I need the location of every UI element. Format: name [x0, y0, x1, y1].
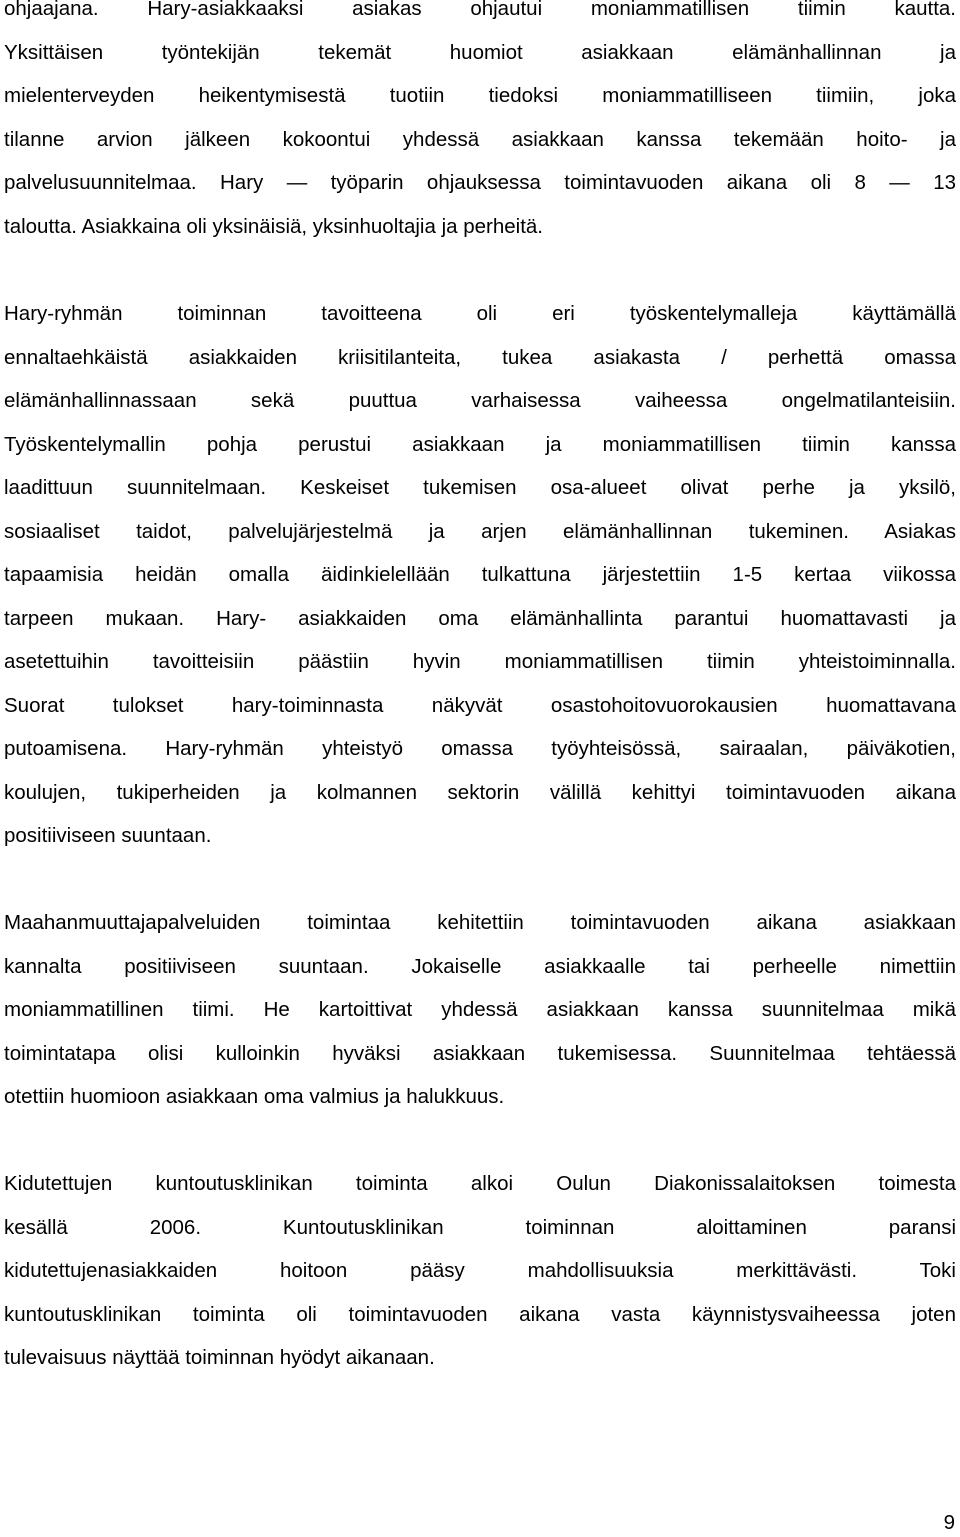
text-line: koulujen, tukiperheiden ja kolmannen sektorin välillä kehittyi toimintavuoden aikana — [4, 780, 956, 804]
text-line: taloutta. Asiakkaina oli yksinäisiä, yksinhuoltajia ja perheitä. — [4, 214, 543, 238]
text-line: kannalta positiiviseen suuntaan. Jokaiselle asiakkaalle tai perheelle nimettiin — [4, 954, 956, 978]
text-line: palvelusuunnitelmaa. Hary — työparin ohjauksessa toimintavuoden aikana oli 8 — 13 — [4, 171, 956, 194]
text-line: ennaltaehkäistä asiakkaiden kriisitilanteita, tukea asiakasta / perhettä omassa — [4, 345, 956, 369]
text-line: Kidutettujen kuntoutusklinikan toiminta alkoi Oulun Diakonissalaitoksen toimesta — [4, 1172, 956, 1195]
text-line: Työskentelymallin pohja perustui asiakkaan ja moniammatillisen tiimin kanssa — [4, 432, 956, 456]
text-line: otettiin huomioon asiakkaan oma valmius ja halukkuus. — [4, 1085, 505, 1108]
text-line: kesällä 2006. Kuntoutusklinikan toiminnan aloittaminen paransi — [4, 1215, 956, 1239]
paragraph-rehabilitation-clinic — [4, 1162, 956, 1380]
text-line: Hary-ryhmän toiminnan tavoitteena oli eri työskentelymalleja käyttämällä — [4, 302, 956, 325]
text-line: Yksittäisen työntekijän tekemät huomiot asiakkaan elämänhallinnan ja — [4, 40, 956, 64]
paragraph-hary-clients — [4, 0, 956, 248]
text-line: asetettuihin tavoitteisiin päästiin hyvin moniammatillisen tiimin yhteistoiminnalla. — [4, 650, 956, 673]
text-line: toimintatapa olisi kulloinkin hyväksi asiakkaan tukemisessa. Suunnitelmaa tehtäessä — [4, 1041, 956, 1065]
text-line: elämänhallinnassaan sekä puuttua varhaisessa vaiheessa ongelmatilanteisiin. — [4, 389, 956, 412]
text-line: Suorat tulokset hary-toiminnasta näkyvät osastohoitovuorokausien huomattavana — [4, 693, 956, 717]
text-line: Maahanmuuttajapalveluiden toimintaa kehitettiin toimintavuoden aikana asiakkaan — [4, 911, 956, 934]
text-line: kidutettujenasiakkaiden hoitoon pääsy mahdollisuuksia merkittävästi. Toki — [4, 1259, 956, 1282]
text-line: sosiaaliset taidot, palvelujärjestelmä ja arjen elämänhallinnan tukeminen. Asiakas — [4, 519, 956, 543]
text-line: positiiviseen suuntaan. — [4, 824, 212, 847]
text-line: tilanne arvion jälkeen kokoontui yhdessä asiakkaan kanssa tekemään hoito- ja — [4, 127, 956, 151]
text-line: mielenterveyden heikentymisestä tuotiin tiedoksi moniammatilliseen tiimiin, joka — [4, 84, 956, 107]
text-line: tulevaisuus näyttää toiminnan hyödyt aikanaan. — [4, 1346, 435, 1369]
paragraph-immigrant-services — [4, 901, 956, 1119]
text-line: laadittuun suunnitelmaan. Keskeiset tukemisen osa-alueet olivat perhe ja yksilö, — [4, 476, 956, 499]
text-line: tarpeen mukaan. Hary- asiakkaiden oma elämänhallinta parantui huomattavasti ja — [4, 606, 956, 630]
text-line: moniammatillinen tiimi. He kartoittivat yhdessä asiakkaan kanssa suunnitelmaa mikä — [4, 998, 956, 1021]
text-line: kuntoutusklinikan toiminta oli toimintavuoden aikana vasta käynnistysvaiheessa joten — [4, 1302, 956, 1326]
page-number: 9 — [943, 1511, 955, 1534]
text-line: ohjaajana. Hary-asiakkaaksi asiakas ohjautui moniammatillisen tiimin kautta. — [4, 0, 956, 20]
text-line: putoamisena. Hary-ryhmän yhteistyö omassa työyhteisössä, sairaalan, päiväkotien, — [4, 737, 956, 760]
text-line: tapaamisia heidän omalla äidinkielellään tulkattuna järjestettiin 1-5 kertaa viikossa — [4, 563, 956, 586]
paragraph-hary-group-goals — [4, 292, 956, 858]
